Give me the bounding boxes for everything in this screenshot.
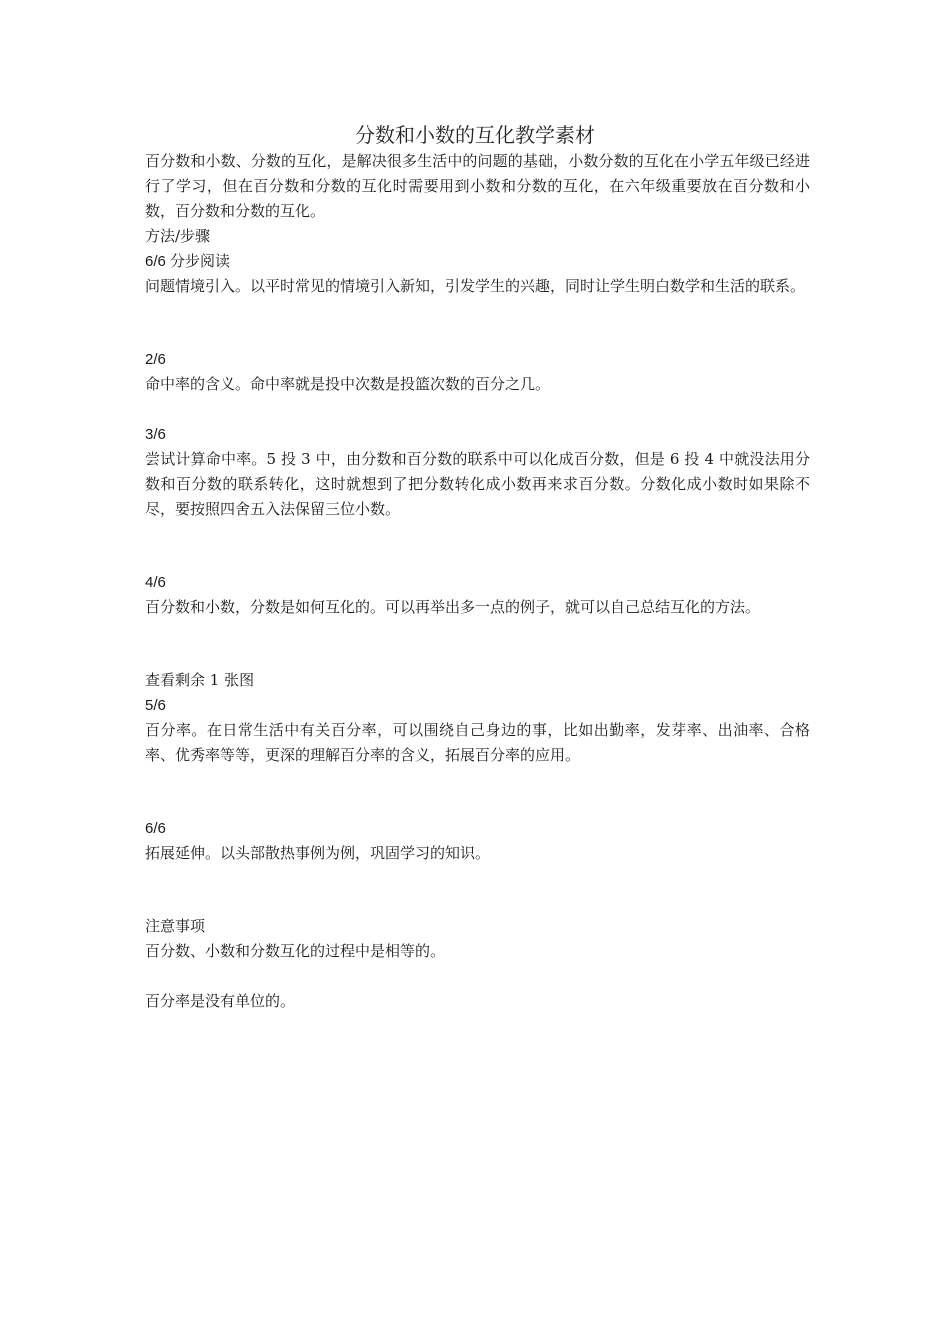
step-2-text: 命中率的含义。命中率就是投中次数是投篮次数的百分之几。	[145, 375, 551, 393]
spacer	[145, 768, 810, 816]
spacer	[145, 620, 810, 668]
document-body	[145, 149, 810, 1014]
spacer	[145, 522, 810, 570]
spacer	[145, 299, 810, 347]
step-5-text: 百分率。在日常生活中有关百分率，可以围绕自己身边的事，比如出勤率，发芽率、出油率、合格率、优秀率等等，更深的理解百分率的含义，拓展百分率的应用。	[145, 721, 810, 764]
spacer	[145, 964, 810, 989]
note-item: 百分率是没有单位的。	[145, 992, 296, 1010]
step-2-number: 2/6	[145, 351, 166, 368]
note-item: 百分数、小数和分数互化的过程中是相等的。	[145, 942, 446, 960]
step-read-link[interactable]: 6/6 分步阅读	[145, 253, 231, 270]
step-6-number: 6/6	[145, 820, 166, 837]
step-1-text: 问题情境引入。以平时常见的情境引入新知，引发学生的兴趣，同时让学生明白数学和生活的联系。	[145, 277, 806, 295]
spacer	[145, 397, 810, 422]
spacer	[145, 866, 810, 914]
step-4-text: 百分数和小数，分数是如何互化的。可以再举出多一点的例子，就可以自己总结互化的方法。	[145, 598, 761, 616]
notes-heading: 注意事项	[145, 917, 206, 935]
step-6-text: 拓展延伸。以头部散热事例为例，巩固学习的知识。	[145, 844, 491, 862]
method-heading: 方法/步骤	[145, 227, 211, 245]
intro-paragraph: 百分数和小数、分数的互化，是解决很多生活中的问题的基础，小数分数的互化在小学五年级已经进行了学习，但在百分数和分数的互化时需要用到小数和分数的互化，在六年级重要放在百分数和小数，百分数和分数的互化。	[145, 152, 810, 220]
step-5-number: 5/6	[145, 697, 166, 714]
step-3-number: 3/6	[145, 426, 166, 443]
document-title: 分数和小数的互化教学素材	[355, 123, 595, 147]
step-4-number: 4/6	[145, 574, 166, 591]
step-3-text: 尝试计算命中率。5 投 3 中，由分数和百分数的联系中可以化成百分数，但是 6 投 4 中就没法用分数和百分数的联系转化，这时就想到了把分数转化成小数再来求百分数。分数化成小数时如果除不尽，要按照四舍五入法保留三位小数。	[145, 450, 810, 518]
view-remaining-images-link[interactable]: 查看剩余 1 张图	[145, 671, 255, 689]
